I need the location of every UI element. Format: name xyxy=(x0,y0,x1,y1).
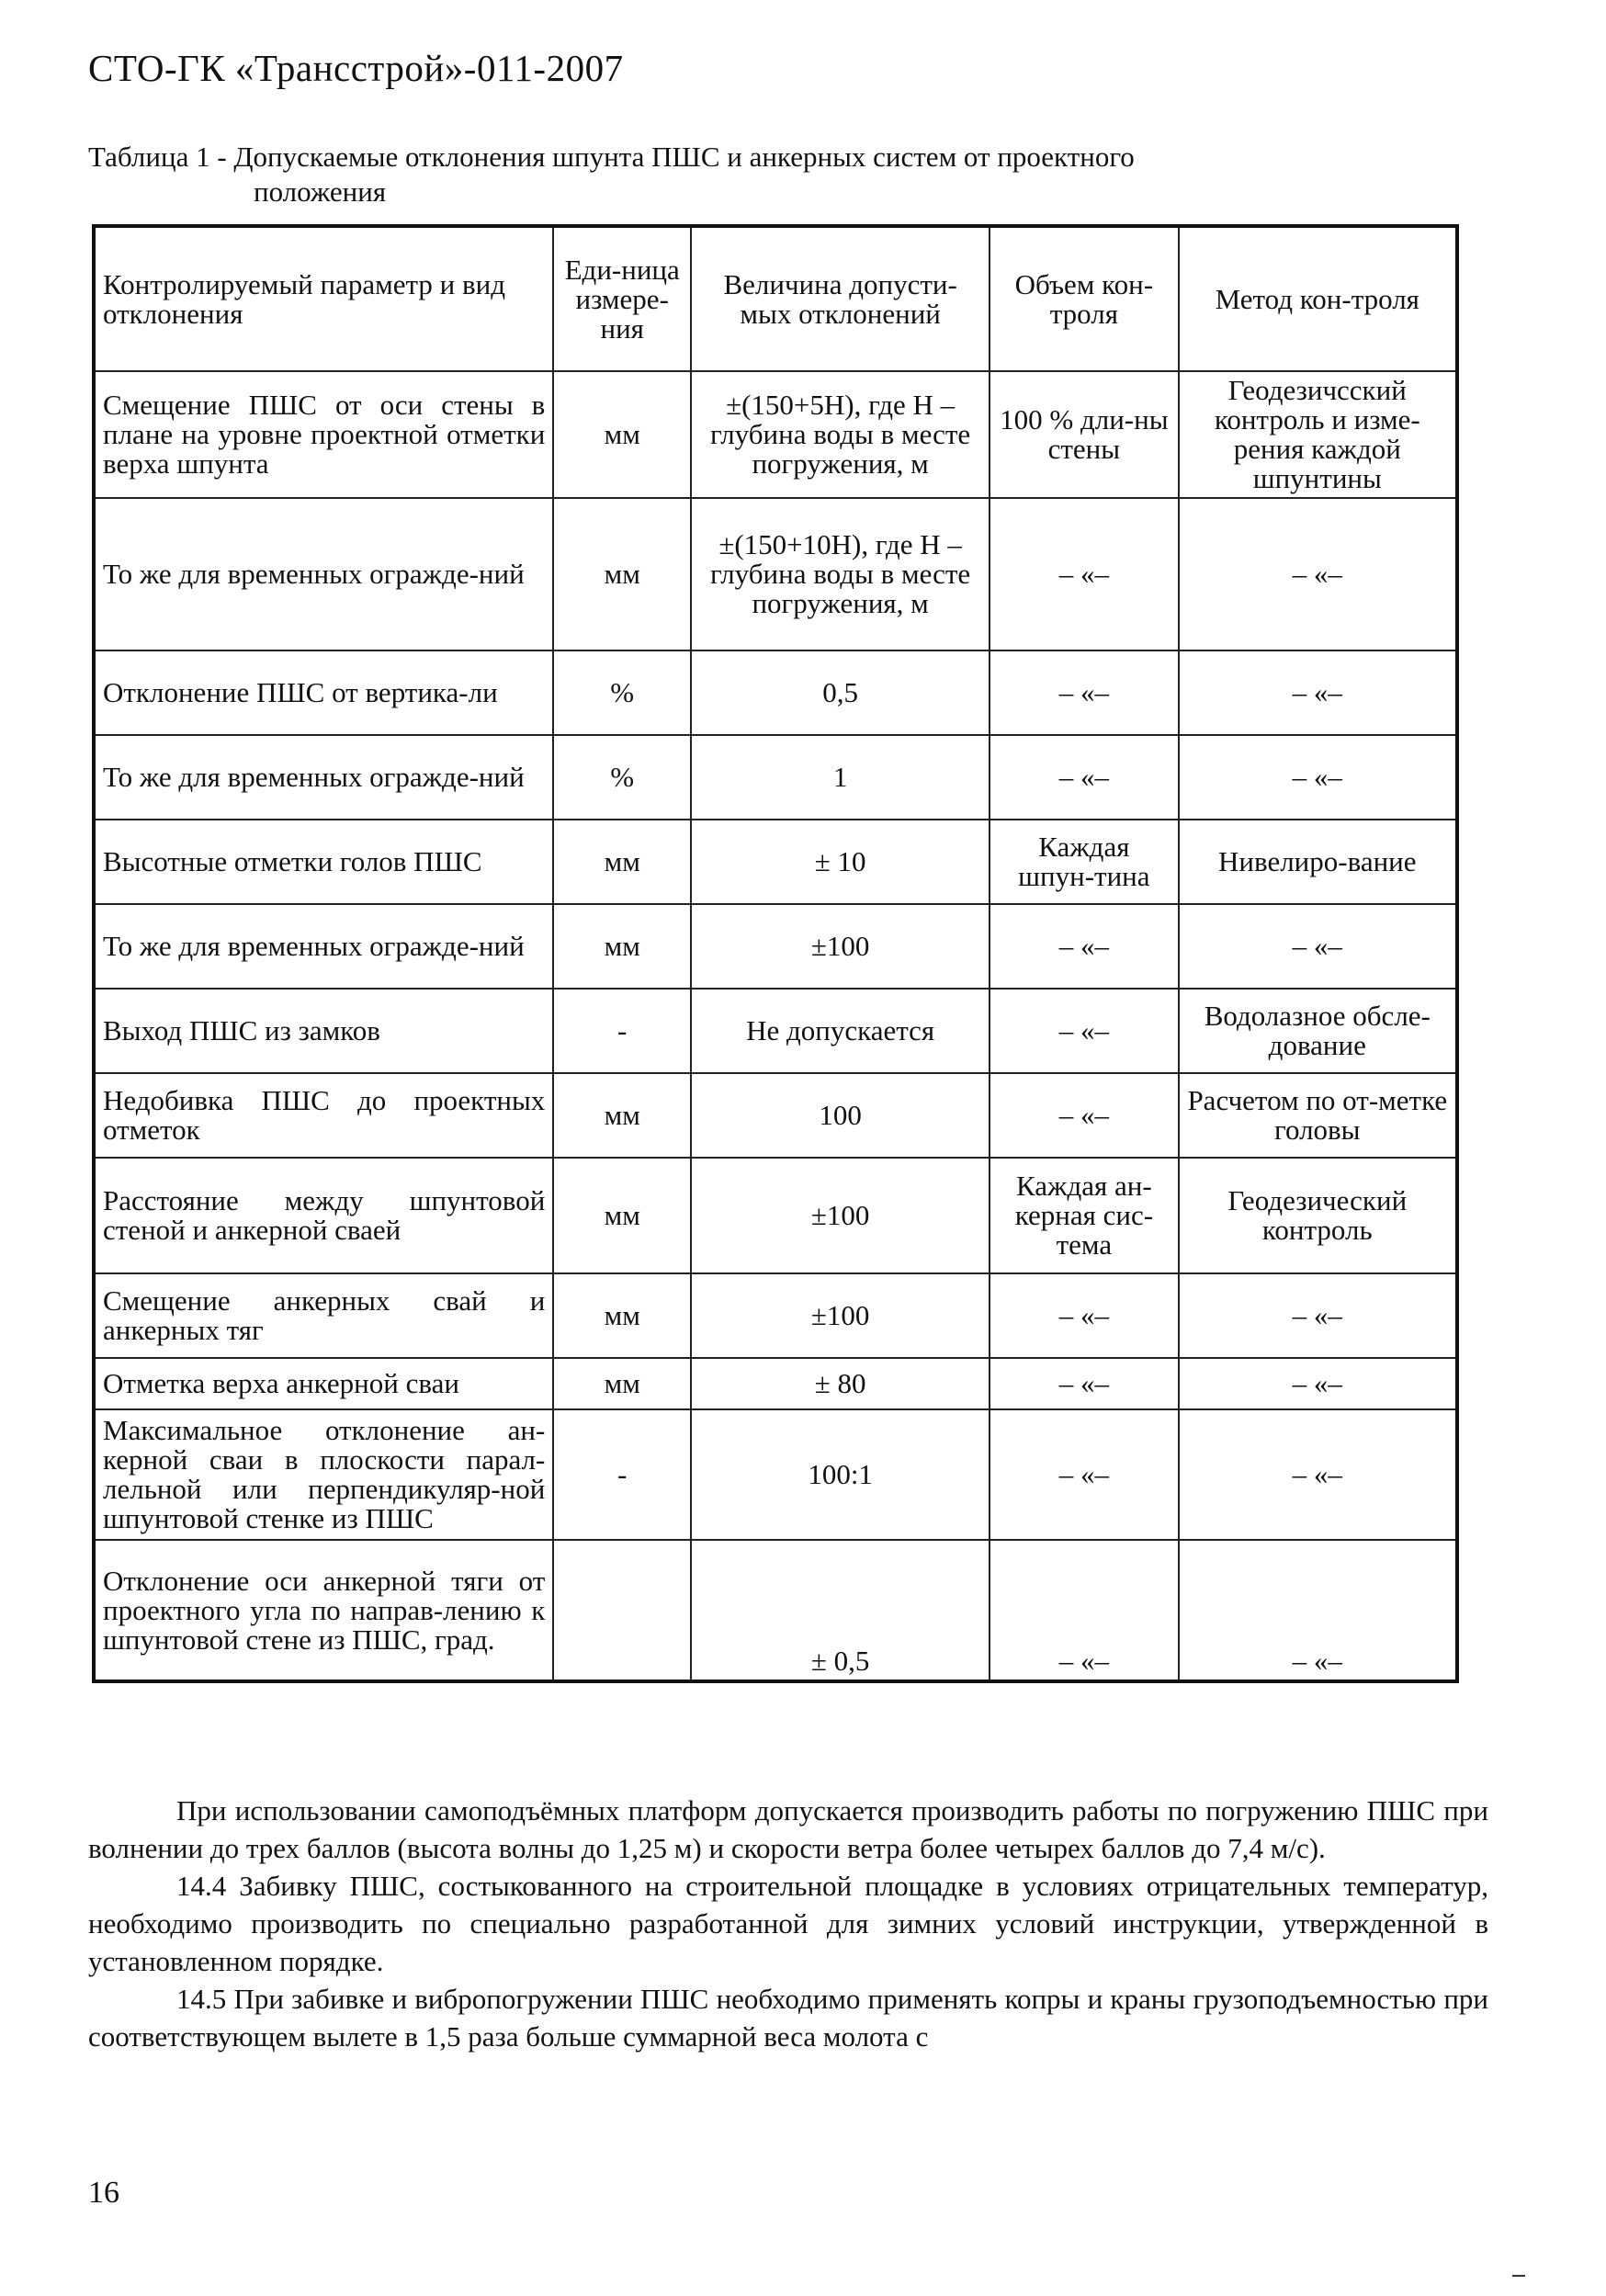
table-row xyxy=(94,820,1457,904)
header-control-method: Метод кон-троля xyxy=(1179,226,1457,371)
cell-parameter: Смещение анкерных свай и анкерных тяг xyxy=(94,1273,553,1358)
header-unit: Еди-ница измере-ния xyxy=(553,226,691,371)
cell-unit: мм xyxy=(553,904,691,989)
header-control-volume: Объем кон-троля xyxy=(990,226,1178,371)
cell-tolerance: 1 xyxy=(691,735,990,820)
cell-control-volume: Каждая шпун-тина xyxy=(990,820,1178,904)
cell-control-volume: – «– xyxy=(990,1358,1178,1409)
page-number: 16 xyxy=(88,2176,119,2210)
cell-parameter: То же для временных огражде-ний xyxy=(94,498,553,650)
table-row xyxy=(94,1358,1457,1409)
cell-tolerance: ± 0,5 xyxy=(691,1540,990,1681)
cell-parameter: Смещение ПШС от оси стены в плане на уровне проектной отметки верха шпунта xyxy=(94,371,553,498)
header-tolerance: Величина допусти-мых отклонений xyxy=(691,226,990,371)
table-row xyxy=(94,650,1457,735)
cell-parameter: Отклонение ПШС от вертика-ли xyxy=(94,650,553,735)
cell-unit: % xyxy=(553,735,691,820)
paragraph-14-4: 14.4 Забивку ПШС, состыкованного на строительной площадке в условиях отрицательных температур, необходимо производить по специально разработанной для зимних условий инструкции, утвержденной в установленном порядке. xyxy=(88,1870,1488,1977)
cell-control-volume: – «– xyxy=(990,1409,1178,1540)
cell-unit: мм xyxy=(553,1273,691,1358)
body-text xyxy=(88,1792,1488,2055)
table-row xyxy=(94,1540,1457,1681)
cell-control-method: – «– xyxy=(1179,904,1457,989)
cell-control-volume: – «– xyxy=(990,904,1178,989)
cell-unit: мм xyxy=(553,498,691,650)
cell-unit: мм xyxy=(553,1073,691,1158)
cell-tolerance: Не допускается xyxy=(691,989,990,1073)
paragraph-platforms: При использовании самоподъёмных платформ допускается производить работы по погружению ПШС при волнении до трех баллов (высота волны до 1,25 м) и скорости ветра более четырех баллов до 7,4 м/с). xyxy=(88,1794,1488,1864)
cell-tolerance: ±(150+10H), где H – глубина воды в месте погружения, м xyxy=(691,498,990,650)
cell-tolerance: 0,5 xyxy=(691,650,990,735)
cell-tolerance: ± 80 xyxy=(691,1358,990,1409)
table-row xyxy=(94,1409,1457,1540)
deviation-table xyxy=(92,224,1459,1683)
cell-control-method: – «– xyxy=(1179,1273,1457,1358)
cell-control-method: – «– xyxy=(1179,650,1457,735)
table-header-row xyxy=(94,226,1457,371)
cell-unit: мм xyxy=(553,371,691,498)
cell-unit xyxy=(553,1540,691,1681)
cell-tolerance: ±100 xyxy=(691,904,990,989)
cell-control-method: – «– xyxy=(1179,1358,1457,1409)
cell-control-method: Расчетом по от-метке головы xyxy=(1179,1073,1457,1158)
table-row xyxy=(94,735,1457,820)
cell-parameter: Отклонение оси анкерной тяги от проектного угла по направ-лению к шпунтовой стене из ПШС, град. xyxy=(94,1540,553,1681)
cell-control-volume: – «– xyxy=(990,498,1178,650)
cell-control-volume: – «– xyxy=(990,989,1178,1073)
table-caption xyxy=(88,140,1466,209)
cell-tolerance: 100 xyxy=(691,1073,990,1158)
cell-unit: % xyxy=(553,650,691,735)
cell-control-method: – «– xyxy=(1179,735,1457,820)
cell-control-volume: Каждая ан-керная сис-тема xyxy=(990,1158,1178,1273)
table-row xyxy=(94,1273,1457,1358)
cell-control-volume: 100 % дли-ны стены xyxy=(990,371,1178,498)
scan-mark xyxy=(1512,2275,1525,2277)
cell-unit: мм xyxy=(553,820,691,904)
table-row xyxy=(94,1073,1457,1158)
cell-tolerance: ±(150+5H), где H – глубина воды в месте погружения, м xyxy=(691,371,990,498)
cell-tolerance: 100:1 xyxy=(691,1409,990,1540)
cell-control-volume: – «– xyxy=(990,650,1178,735)
table-caption-line2: положения xyxy=(254,175,387,208)
cell-unit: мм xyxy=(553,1358,691,1409)
cell-control-method: – «– xyxy=(1179,498,1457,650)
table-row xyxy=(94,371,1457,498)
cell-parameter: Выход ПШС из замков xyxy=(94,989,553,1073)
table-row xyxy=(94,1158,1457,1273)
cell-parameter: Высотные отметки голов ПШС xyxy=(94,820,553,904)
cell-control-volume: – «– xyxy=(990,735,1178,820)
cell-control-method: Геодезический контроль xyxy=(1179,1158,1457,1273)
document-code-header: СТО-ГК «Трансстрой»-011-2007 xyxy=(88,47,624,89)
cell-control-method: Водолазное обсле-дование xyxy=(1179,989,1457,1073)
cell-control-method: – «– xyxy=(1179,1409,1457,1540)
cell-unit: - xyxy=(553,1409,691,1540)
cell-parameter: То же для временных огражде-ний xyxy=(94,904,553,989)
table-row xyxy=(94,989,1457,1073)
cell-parameter: Максимальное отклонение ан-керной сваи в плоскости парал-лельной или перпендикуляр-ной шпунтовой стенке из ПШС xyxy=(94,1409,553,1540)
cell-tolerance: ±100 xyxy=(691,1158,990,1273)
cell-tolerance: ± 10 xyxy=(691,820,990,904)
cell-unit: мм xyxy=(553,1158,691,1273)
header-parameter: Контролируемый параметр и вид отклонения xyxy=(94,226,553,371)
cell-parameter: Недобивка ПШС до проектных отметок xyxy=(94,1073,553,1158)
cell-parameter: Отметка верха анкерной сваи xyxy=(94,1358,553,1409)
paragraph-14-5: 14.5 При забивке и вибропогружении ПШС необходимо применять копры и краны грузоподъемностью при соответствующем вылете в 1,5 раза больше суммарной веса молота с xyxy=(88,1983,1488,2053)
cell-control-volume: – «– xyxy=(990,1540,1178,1681)
cell-tolerance: ±100 xyxy=(691,1273,990,1358)
table-row xyxy=(94,498,1457,650)
cell-control-volume: – «– xyxy=(990,1073,1178,1158)
cell-control-method: Нивелиро-вание xyxy=(1179,820,1457,904)
cell-parameter: Расстояние между шпунтовой стеной и анкерной сваей xyxy=(94,1158,553,1273)
cell-control-method: – «– xyxy=(1179,1540,1457,1681)
table-caption-line1: Таблица 1 - Допускаемые отклонения шпунта ПШС и анкерных систем от проектного xyxy=(88,141,1135,173)
cell-parameter: То же для временных огражде-ний xyxy=(94,735,553,820)
cell-unit: - xyxy=(553,989,691,1073)
table-row xyxy=(94,904,1457,989)
cell-control-volume: – «– xyxy=(990,1273,1178,1358)
cell-control-method: Геодезичсский контроль и изме-рения каждой шпунтины xyxy=(1179,371,1457,498)
